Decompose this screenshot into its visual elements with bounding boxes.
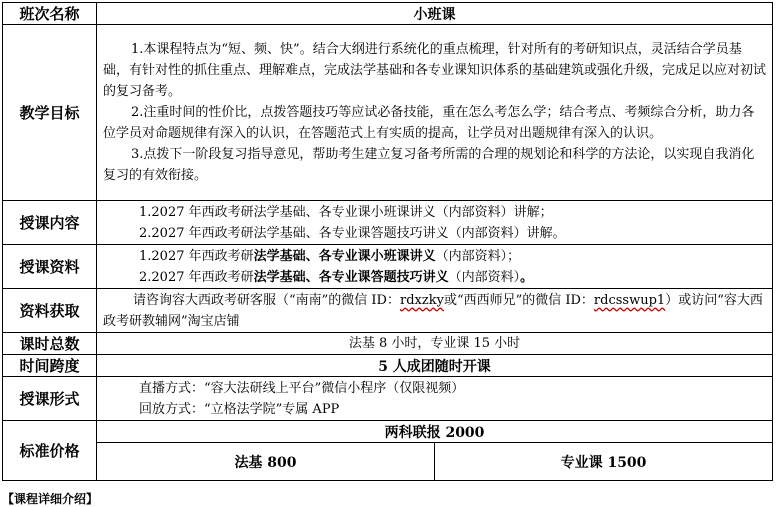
access-text-3: ）或访问“容大西政考研教辅网”淘宝店铺 [103,292,763,329]
goal-paragraph-2: 2.注重时间的性价比，点拨答题技巧等应试必备技能，重在怎么考怎么学；结合考点、考频综合分析，助力各位学员对命题规律有深入的认识，在答题范式上有实质的提高，让学员对出题规律有深入的认识。 [103,105,755,141]
material-2-prefix: 2.2027 年西政考研 [139,269,254,285]
course-info-table [2,2,773,481]
course-detail-heading: 【课程详细介绍】 [2,492,99,506]
course-materials-lines [97,245,773,289]
class-name-value: 小班课 [97,3,773,25]
content-line-2: 2.2027 年西政考研法学基础、各专业课答题技巧讲义（内部资料）讲解。 [139,225,566,241]
material-access-content [97,289,773,333]
row-teaching-format [3,377,773,421]
material-1-prefix: 1.2027 年西政考研 [139,248,254,264]
label-time-span: 时间跨度 [3,355,97,377]
price-major: 专业课 1500 [435,443,773,481]
material-1-suffix: （内部资料）； [435,248,521,264]
content-line-1: 1.2027 年西政考研法学基础、各专业课小班课讲义（内部资料）讲解； [139,204,553,220]
row-class-name [3,3,773,25]
row-price-combo [3,421,773,443]
access-text-1: 请咨询容大西政考研客服（“南南”的微信 ID： [133,292,400,308]
label-total-hours: 课时总数 [3,333,97,355]
label-standard-price: 标准价格 [3,421,97,481]
material-line-1 [97,246,772,267]
row-total-hours [3,333,773,355]
price-law-basic: 法基 800 [97,443,435,481]
label-teaching-goals: 教学目标 [3,25,97,201]
label-course-materials: 授课资料 [3,245,97,289]
course-content-lines [97,201,773,245]
wechat-id-xixi: rdcsswup1 [593,292,666,308]
material-1-title: 法学基础、各专业课小班课讲义 [253,248,436,264]
row-teaching-goals [3,25,773,201]
time-span-value: 5 人成团随时开课 [97,355,773,377]
row-course-content [3,201,773,245]
label-course-content: 授课内容 [3,201,97,245]
teaching-format-lines [97,377,773,421]
material-line-2 [97,267,772,288]
material-2-suffix: （内部资料） [448,269,521,285]
row-course-materials [3,245,773,289]
goal-paragraph-3: 3.点拨下一阶段复习指导意见，帮助考生建立复习备考所需的合理的规划论和科学的方法论，以实现自我消化复习的有效衔接。 [103,147,755,183]
row-price-split [3,443,773,481]
total-hours-value: 法基 8 小时，专业课 15 小时 [97,333,773,355]
format-live-line: 直播方式：“容大法研线上平台”微信小程序（仅限视频） [139,380,465,396]
label-class-name: 班次名称 [3,3,97,25]
row-time-span [3,355,773,377]
label-material-access: 资料获取 [3,289,97,333]
access-text-2: 或“西西师兄”的微信 ID： [443,292,594,308]
price-combo-value: 两科联报 2000 [97,421,773,443]
wechat-id-nannan: rdxzky [399,292,444,308]
material-2-end: 。 [520,269,534,285]
material-2-title: 法学基础、各专业课答题技巧讲义 [253,269,449,285]
format-replay-line: 回放方式：“立格法学院”专属 APP [139,401,340,417]
row-material-access [3,289,773,333]
goal-paragraph-1: 1.本课程特点为“短、频、快”。结合大纲进行系统化的重点梳理，针对所有的考研知识点，灵活结合学员基础，有针对性的抓住重点、理解难点，完成法学基础和各专业课知识体系的基础建筑或强化升级，完成足以应对初试的复习备考。 [103,42,767,99]
label-teaching-format: 授课形式 [3,377,97,421]
teaching-goals-content [97,25,773,201]
